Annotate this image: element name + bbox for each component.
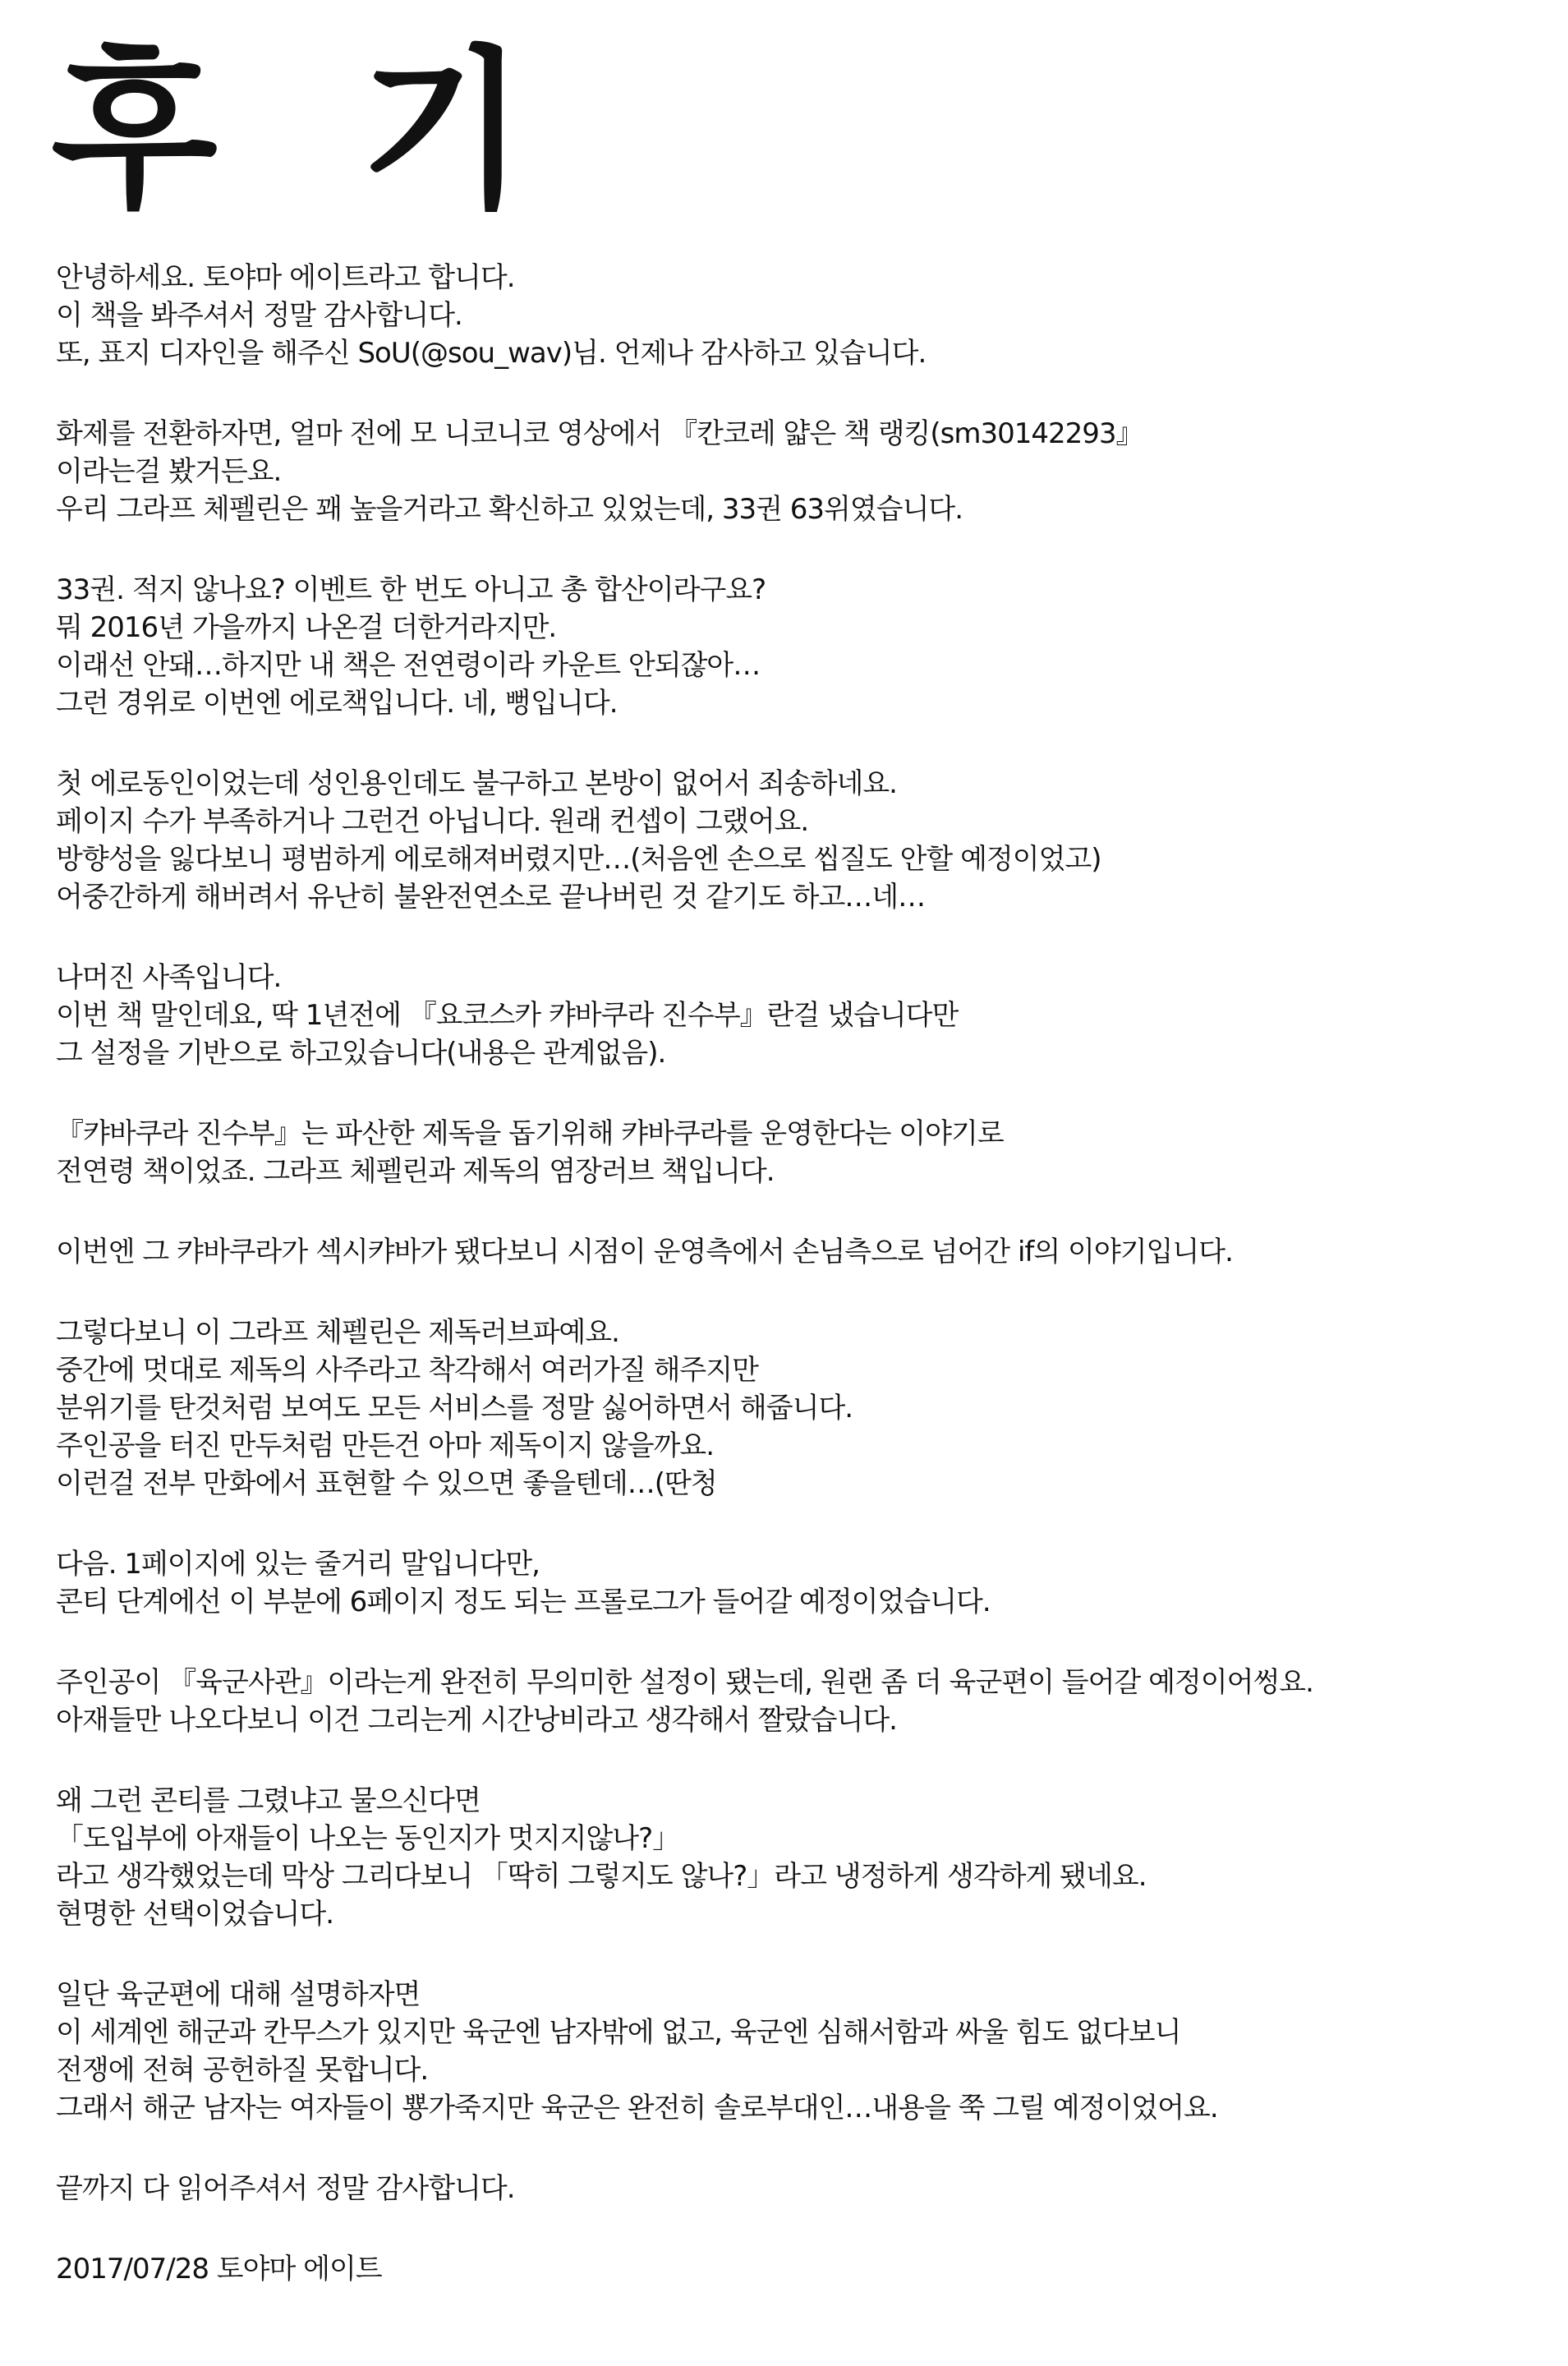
paragraph-greeting — [56, 259, 1518, 372]
text-line: 이래선 안돼…하지만 내 책은 전연령이라 카운트 안되잖아… — [56, 649, 761, 682]
page-title: 후 기 — [51, 30, 568, 232]
text-line: 분위기를 탄것처럼 보여도 모든 서비스를 정말 싫어하면서 해줍니다. — [56, 1392, 853, 1425]
text-line: 끝까지 다 읽어주셔서 정말 감사합니다. — [56, 2172, 515, 2205]
text-line: 이런걸 전부 만화에서 표현할 수 있으면 좋을텐데…(딴청 — [56, 1467, 717, 1500]
text-line: 주인공을 터진 만두처럼 만든건 아마 제독이지 않을까요. — [56, 1429, 715, 1462]
text-line: 주인공이 『육군사관』이라는게 완전히 무의미한 설정이 됐는데, 원랜 좀 더 육군편이 들어갈 예정이어썽요. — [56, 1666, 1313, 1699]
paragraph-apology — [56, 765, 1518, 916]
text-line: 33권. 적지 않나요? 이벤트 한 번도 아니고 총 합산이라구요? — [56, 573, 766, 606]
paragraph-ranking — [56, 415, 1518, 528]
text-line: 첫 에로동인이었는데 성인용인데도 불구하고 본방이 없어서 죄송하네요. — [56, 767, 897, 800]
text-line: 전쟁에 전혀 공헌하질 못합니다. — [56, 2054, 429, 2087]
text-line: 또, 표지 디자인을 해주신 SoU(@sou_wav)님. 언제나 감사하고 있습니다. — [56, 337, 927, 370]
text-line: 「도입부에 아재들이 나오는 동인지가 멋지지않나?」 — [56, 1822, 680, 1855]
text-line: 중간에 멋대로 제독의 사주라고 착각해서 여러가질 해주지만 — [56, 1354, 758, 1387]
text-line: 페이지 수가 부족하거나 그런건 아닙니다. 원래 컨셉이 그랬어요. — [56, 805, 809, 838]
paragraph-army-chapter — [56, 1976, 1518, 2127]
text-line: 현명한 선택이었습니다. — [56, 1898, 334, 1931]
text-line: 방향성을 잃다보니 평범하게 에로해져버렸지만…(처음엔 손으로 씹질도 안할 예정이었고) — [56, 843, 1101, 876]
text-line: 다음. 1페이지에 있는 줄거리 말입니다만, — [56, 1548, 540, 1581]
text-line: 왜 그런 콘티를 그렸냐고 물으신다면 — [56, 1784, 481, 1817]
text-line: 이 책을 봐주셔서 정말 감사합니다. — [56, 299, 462, 332]
text-line: 2017/07/28 토야마 에이트 — [56, 2253, 382, 2285]
paragraph-thanks — [56, 2170, 1518, 2207]
paragraph-if-story — [56, 1233, 1518, 1271]
text-line: 화제를 전환하자면, 얼마 전에 모 니코니코 영상에서 『칸코레 얇은 책 랭킹(sm30142293』 — [56, 417, 1143, 450]
text-line: 일단 육군편에 대해 설명하자면 — [56, 1978, 421, 2011]
text-line: 안녕하세요. 토야마 에이트라고 합니다. — [56, 261, 515, 294]
text-line: 그렇다보니 이 그라프 체펠린은 제독러브파예요. — [56, 1316, 619, 1349]
text-line: 이번엔 그 캬바쿠라가 섹시캬바가 됐다보니 시점이 운영측에서 손님측으로 넘어간 if의 이야기입니다. — [56, 1236, 1233, 1268]
text-line: 그런 경위로 이번엔 에로책입니다. 네, 뻥입니다. — [56, 687, 618, 720]
text-line: 뭐 2016년 가을까지 나온걸 더한거라지만. — [56, 611, 557, 644]
text-line: 『캬바쿠라 진수부』는 파산한 제독을 돕기위해 캬바쿠라를 운영한다는 이야기로 — [56, 1117, 1004, 1150]
text-line: 이 세계엔 해군과 칸무스가 있지만 육군엔 남자밖에 없고, 육군엔 심해서함과 싸울 힘도 없다보니 — [56, 2016, 1181, 2049]
paragraph-count — [56, 571, 1518, 722]
text-line: 아재들만 나오다보니 이건 그리는게 시간낭비라고 생각해서 짤랐습니다. — [56, 1704, 897, 1737]
text-line: 우리 그라프 체펠린은 꽤 높을거라고 확신하고 있었는데, 33권 63위였습니다. — [56, 493, 963, 526]
paragraph-prologue — [56, 1545, 1518, 1621]
text-line: 어중간하게 해버려서 유난히 불완전연소로 끝나버린 것 같기도 하고…네… — [56, 881, 926, 914]
afterword-body — [56, 259, 1518, 2288]
paragraph-background — [56, 959, 1518, 1072]
text-line: 그 설정을 기반으로 하고있습니다(내용은 관계없음). — [56, 1037, 666, 1070]
text-line: 전연령 책이었죠. 그라프 체펠린과 제독의 염장러브 책입니다. — [56, 1155, 775, 1188]
text-line: 이번 책 말인데요, 딱 1년전에 『요코스카 캬바쿠라 진수부』란걸 냈습니다만 — [56, 999, 959, 1032]
paragraph-character — [56, 1314, 1518, 1503]
text-line: 그래서 해군 남자는 여자들이 뿅가죽지만 육군은 완전히 솔로부대인…내용을 쭉 그릴 예정이었어요. — [56, 2092, 1218, 2124]
text-line: 나머진 사족입니다. — [56, 961, 282, 994]
paragraph-storyboard — [56, 1782, 1518, 1933]
signature-date — [56, 2250, 1518, 2288]
text-line: 라고 생각했었는데 막상 그리다보니 「딱히 그렇지도 않나?」라고 냉정하게 생각하게 됐네요. — [56, 1860, 1147, 1893]
text-line: 콘티 단계에선 이 부분에 6페이지 정도 되는 프롤로그가 들어갈 예정이었습니다. — [56, 1586, 991, 1618]
paragraph-previous-book — [56, 1115, 1518, 1190]
paragraph-army-cadet — [56, 1664, 1518, 1739]
text-line: 이라는걸 봤거든요. — [56, 455, 282, 488]
